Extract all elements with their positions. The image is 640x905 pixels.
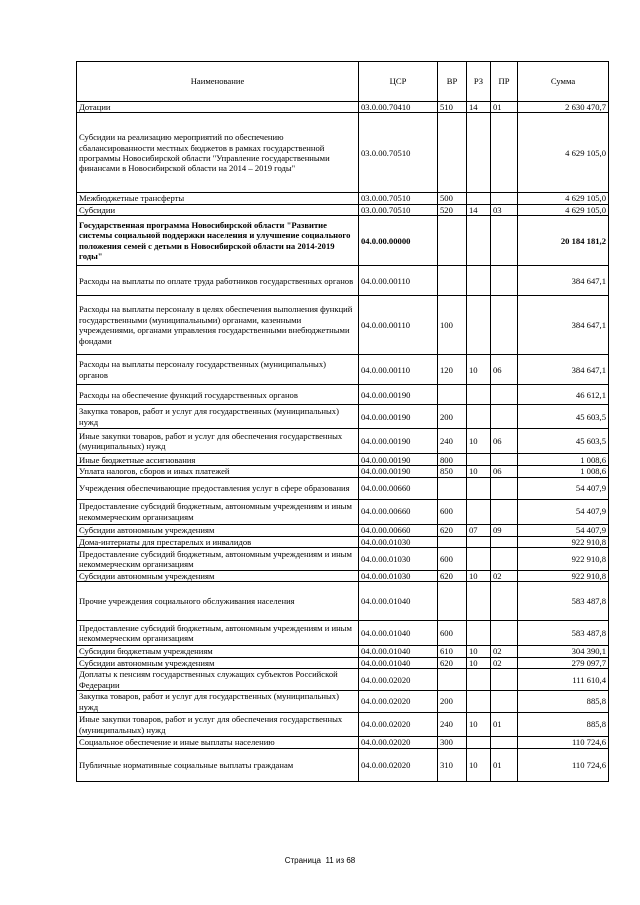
- cell-rz: [467, 737, 491, 749]
- cell-pr: [491, 536, 518, 547]
- table-row: [77, 749, 609, 782]
- cell-name: Дома-интернаты для престарелых и инвалидов: [77, 536, 359, 547]
- cell-rz: 10: [467, 749, 491, 782]
- header-csr: ЦСР: [359, 62, 438, 102]
- cell-name: Публичные нормативные социальные выплаты гражданам: [77, 749, 359, 782]
- cell-csr: 04.0.00.01040: [359, 657, 438, 668]
- cell-vr: [438, 536, 467, 547]
- cell-pr: 06: [491, 355, 518, 385]
- cell-csr: 04.0.00.00190: [359, 454, 438, 466]
- cell-csr: 04.0.00.02020: [359, 669, 438, 691]
- table-row: [77, 621, 609, 646]
- footer-page-label: Страница: [284, 856, 321, 865]
- cell-pr: [491, 113, 518, 193]
- cell-pr: 01: [491, 102, 518, 113]
- cell-pr: 02: [491, 657, 518, 668]
- cell-pr: [491, 669, 518, 691]
- cell-pr: 03: [491, 204, 518, 215]
- cell-vr: 850: [438, 466, 467, 477]
- cell-rz: [467, 621, 491, 646]
- footer-of-label: из: [335, 856, 345, 865]
- cell-name: Субсидии: [77, 204, 359, 215]
- table-row: [77, 582, 609, 621]
- cell-sum: 110 724,6: [518, 737, 609, 749]
- cell-csr: 04.0.00.02020: [359, 691, 438, 713]
- cell-name: Закупка товаров, работ и услуг для государственных (муниципальных) нужд: [77, 691, 359, 713]
- cell-pr: 01: [491, 713, 518, 737]
- cell-vr: 620: [438, 657, 467, 668]
- budget-table: [76, 61, 609, 782]
- table-header-row: [77, 62, 609, 102]
- cell-sum: 46 612,1: [518, 385, 609, 405]
- cell-name: Расходы на выплаты по оплате труда работников государственных органов: [77, 266, 359, 296]
- cell-vr: [438, 582, 467, 621]
- cell-pr: [491, 499, 518, 524]
- cell-rz: [467, 669, 491, 691]
- cell-csr: 04.0.00.01030: [359, 571, 438, 582]
- cell-name: Социальное обеспечение и иные выплаты населению: [77, 737, 359, 749]
- cell-pr: [491, 193, 518, 204]
- cell-rz: [467, 193, 491, 204]
- cell-vr: 510: [438, 102, 467, 113]
- cell-vr: 310: [438, 749, 467, 782]
- cell-name: Предоставление субсидий бюджетным, автономным учреждениям и иным некоммерческим организациям: [77, 548, 359, 571]
- cell-csr: 04.0.00.00110: [359, 296, 438, 355]
- cell-pr: [491, 266, 518, 296]
- cell-vr: 600: [438, 499, 467, 524]
- cell-sum: 4 629 105,0: [518, 113, 609, 193]
- cell-pr: 09: [491, 524, 518, 536]
- cell-sum: 4 629 105,0: [518, 193, 609, 204]
- cell-sum: 583 487,8: [518, 582, 609, 621]
- cell-csr: 04.0.00.01040: [359, 621, 438, 646]
- table-row: [77, 204, 609, 215]
- cell-sum: 583 487,8: [518, 621, 609, 646]
- cell-pr: 02: [491, 646, 518, 657]
- cell-pr: [491, 691, 518, 713]
- cell-pr: [491, 216, 518, 266]
- cell-rz: 14: [467, 204, 491, 215]
- cell-name: Предоставление субсидий бюджетным, автономным учреждениям и иным некоммерческим организациям: [77, 621, 359, 646]
- cell-name: Иные бюджетные ассигнования: [77, 454, 359, 466]
- table-row: [77, 296, 609, 355]
- cell-rz: [467, 296, 491, 355]
- table-body: [77, 102, 609, 782]
- cell-pr: 02: [491, 571, 518, 582]
- cell-sum: 885,8: [518, 713, 609, 737]
- cell-sum: 922 910,8: [518, 571, 609, 582]
- cell-csr: 04.0.00.00110: [359, 266, 438, 296]
- cell-pr: 06: [491, 429, 518, 454]
- table-row: [77, 548, 609, 571]
- cell-pr: [491, 296, 518, 355]
- cell-rz: [467, 266, 491, 296]
- cell-csr: 04.0.00.00660: [359, 477, 438, 499]
- table-row: [77, 385, 609, 405]
- cell-rz: [467, 385, 491, 405]
- header-sum: Сумма: [518, 62, 609, 102]
- cell-vr: [438, 669, 467, 691]
- table-row: [77, 524, 609, 536]
- footer-page-number: 11: [325, 856, 334, 865]
- cell-sum: 1 008,6: [518, 454, 609, 466]
- table-row: [77, 454, 609, 466]
- cell-csr: 04.0.00.01040: [359, 646, 438, 657]
- cell-name: Учреждения обеспечивающие предоставления услуг в сфере образования: [77, 477, 359, 499]
- cell-rz: 10: [467, 713, 491, 737]
- cell-vr: 200: [438, 691, 467, 713]
- table-row: [77, 466, 609, 477]
- cell-sum: 885,8: [518, 691, 609, 713]
- cell-sum: 45 603,5: [518, 429, 609, 454]
- cell-rz: 07: [467, 524, 491, 536]
- table-row: [77, 355, 609, 385]
- cell-vr: 620: [438, 524, 467, 536]
- cell-name: Субсидии на реализацию мероприятий по обеспечению сбалансированности местных бюджетов в рамках государственной программы Новосибирской области "Управление государственными финансами в Новосибирской области на 2014 – 2019 годы": [77, 113, 359, 193]
- cell-name: Межбюджетные трансферты: [77, 193, 359, 204]
- cell-csr: 04.0.00.00660: [359, 499, 438, 524]
- cell-name: Расходы на выплаты персоналу в целях обеспечения выполнения функций государственными (муниципальными) органами, казенными учреждениями, органами управления государственными внебюджетными фондами: [77, 296, 359, 355]
- header-rz: РЗ: [467, 62, 491, 102]
- header-name: Наименование: [77, 62, 359, 102]
- cell-vr: 600: [438, 621, 467, 646]
- table-row: [77, 477, 609, 499]
- cell-vr: [438, 385, 467, 405]
- table-row: [77, 405, 609, 429]
- cell-vr: 300: [438, 737, 467, 749]
- cell-sum: 2 630 470,7: [518, 102, 609, 113]
- cell-pr: [491, 737, 518, 749]
- cell-rz: [467, 691, 491, 713]
- cell-vr: [438, 477, 467, 499]
- cell-rz: [467, 477, 491, 499]
- cell-csr: 04.0.00.01030: [359, 536, 438, 547]
- cell-rz: [467, 113, 491, 193]
- cell-name: Закупка товаров, работ и услуг для государственных (муниципальных) нужд: [77, 405, 359, 429]
- table-row: [77, 691, 609, 713]
- cell-sum: 279 097,7: [518, 657, 609, 668]
- cell-rz: [467, 499, 491, 524]
- cell-rz: [467, 582, 491, 621]
- header-pr: ПР: [491, 62, 518, 102]
- cell-csr: 03.0.00.70410: [359, 102, 438, 113]
- cell-sum: 1 008,6: [518, 466, 609, 477]
- table-row: [77, 571, 609, 582]
- cell-sum: 20 184 181,2: [518, 216, 609, 266]
- cell-name: Расходы на выплаты персоналу государственных (муниципальных) органов: [77, 355, 359, 385]
- cell-pr: [491, 621, 518, 646]
- cell-csr: 04.0.00.02020: [359, 713, 438, 737]
- cell-vr: 240: [438, 429, 467, 454]
- cell-name: Субсидии бюджетным учреждениям: [77, 646, 359, 657]
- table-row: [77, 657, 609, 668]
- cell-sum: 922 910,8: [518, 548, 609, 571]
- cell-pr: 06: [491, 466, 518, 477]
- table-row: [77, 713, 609, 737]
- cell-name: Государственная программа Новосибирской области "Развитие системы социальной поддержки населения и улучшение социального положения семей с детьми в Новосибирской области на 2014-2019 годы": [77, 216, 359, 266]
- cell-pr: [491, 548, 518, 571]
- page-footer: [0, 856, 640, 865]
- table-row: [77, 113, 609, 193]
- cell-csr: 04.0.00.00190: [359, 429, 438, 454]
- cell-csr: 04.0.00.02020: [359, 737, 438, 749]
- cell-rz: 10: [467, 657, 491, 668]
- cell-vr: [438, 113, 467, 193]
- cell-csr: 04.0.00.02020: [359, 749, 438, 782]
- cell-sum: 384 647,1: [518, 355, 609, 385]
- cell-name: Субсидии автономным учреждениям: [77, 657, 359, 668]
- cell-rz: 10: [467, 429, 491, 454]
- table-row: [77, 536, 609, 547]
- cell-vr: 100: [438, 296, 467, 355]
- cell-csr: 04.0.00.01030: [359, 548, 438, 571]
- table-row: [77, 669, 609, 691]
- table-row: [77, 266, 609, 296]
- cell-csr: 04.0.00.00190: [359, 466, 438, 477]
- cell-vr: [438, 216, 467, 266]
- cell-pr: [491, 582, 518, 621]
- cell-name: Иные закупки товаров, работ и услуг для обеспечения государственных (муниципальных) нужд: [77, 429, 359, 454]
- cell-rz: 10: [467, 355, 491, 385]
- cell-csr: 04.0.00.00190: [359, 405, 438, 429]
- cell-csr: 03.0.00.70510: [359, 204, 438, 215]
- footer-total-pages: 68: [346, 856, 356, 865]
- table-row: [77, 193, 609, 204]
- cell-name: Иные закупки товаров, работ и услуг для обеспечения государственных (муниципальных) нужд: [77, 713, 359, 737]
- cell-vr: 200: [438, 405, 467, 429]
- cell-pr: [491, 477, 518, 499]
- cell-name: Прочие учреждения социального обслуживания населения: [77, 582, 359, 621]
- cell-name: Субсидии автономным учреждениям: [77, 571, 359, 582]
- cell-rz: [467, 454, 491, 466]
- cell-vr: 240: [438, 713, 467, 737]
- cell-rz: 10: [467, 571, 491, 582]
- cell-sum: 54 407,9: [518, 524, 609, 536]
- table-row: [77, 102, 609, 113]
- cell-csr: 04.0.00.00000: [359, 216, 438, 266]
- cell-vr: 500: [438, 193, 467, 204]
- table-row: [77, 737, 609, 749]
- cell-csr: 03.0.00.70510: [359, 113, 438, 193]
- cell-rz: 10: [467, 646, 491, 657]
- cell-rz: 10: [467, 466, 491, 477]
- cell-sum: 384 647,1: [518, 296, 609, 355]
- table-row: [77, 499, 609, 524]
- cell-vr: 520: [438, 204, 467, 215]
- cell-name: Субсидии автономным учреждениям: [77, 524, 359, 536]
- cell-pr: [491, 454, 518, 466]
- cell-csr: 04.0.00.00110: [359, 355, 438, 385]
- cell-pr: [491, 385, 518, 405]
- cell-sum: 54 407,9: [518, 477, 609, 499]
- cell-rz: [467, 405, 491, 429]
- cell-sum: 384 647,1: [518, 266, 609, 296]
- cell-sum: 45 603,5: [518, 405, 609, 429]
- cell-vr: 120: [438, 355, 467, 385]
- cell-sum: 922 910,8: [518, 536, 609, 547]
- cell-csr: 04.0.00.00660: [359, 524, 438, 536]
- cell-sum: 4 629 105,0: [518, 204, 609, 215]
- cell-csr: 04.0.00.00190: [359, 385, 438, 405]
- table-row: [77, 429, 609, 454]
- cell-rz: [467, 548, 491, 571]
- cell-rz: 14: [467, 102, 491, 113]
- cell-csr: 04.0.00.01040: [359, 582, 438, 621]
- cell-csr: 03.0.00.70510: [359, 193, 438, 204]
- cell-vr: 620: [438, 571, 467, 582]
- cell-name: Расходы на обеспечение функций государственных органов: [77, 385, 359, 405]
- table-row: [77, 646, 609, 657]
- table-row: [77, 216, 609, 266]
- cell-sum: 111 610,4: [518, 669, 609, 691]
- cell-rz: [467, 536, 491, 547]
- cell-vr: 800: [438, 454, 467, 466]
- cell-vr: 610: [438, 646, 467, 657]
- cell-name: Предоставление субсидий бюджетным, автономным учреждениям и иным некоммерческим организациям: [77, 499, 359, 524]
- cell-pr: [491, 405, 518, 429]
- cell-sum: 304 390,1: [518, 646, 609, 657]
- cell-name: Уплата налогов, сборов и иных платежей: [77, 466, 359, 477]
- cell-sum: 54 407,9: [518, 499, 609, 524]
- cell-vr: [438, 266, 467, 296]
- header-vr: ВР: [438, 62, 467, 102]
- cell-rz: [467, 216, 491, 266]
- cell-vr: 600: [438, 548, 467, 571]
- cell-sum: 110 724,6: [518, 749, 609, 782]
- cell-pr: 01: [491, 749, 518, 782]
- cell-name: Дотации: [77, 102, 359, 113]
- cell-name: Доплаты к пенсиям государственных служащих субъектов Российской Федерации: [77, 669, 359, 691]
